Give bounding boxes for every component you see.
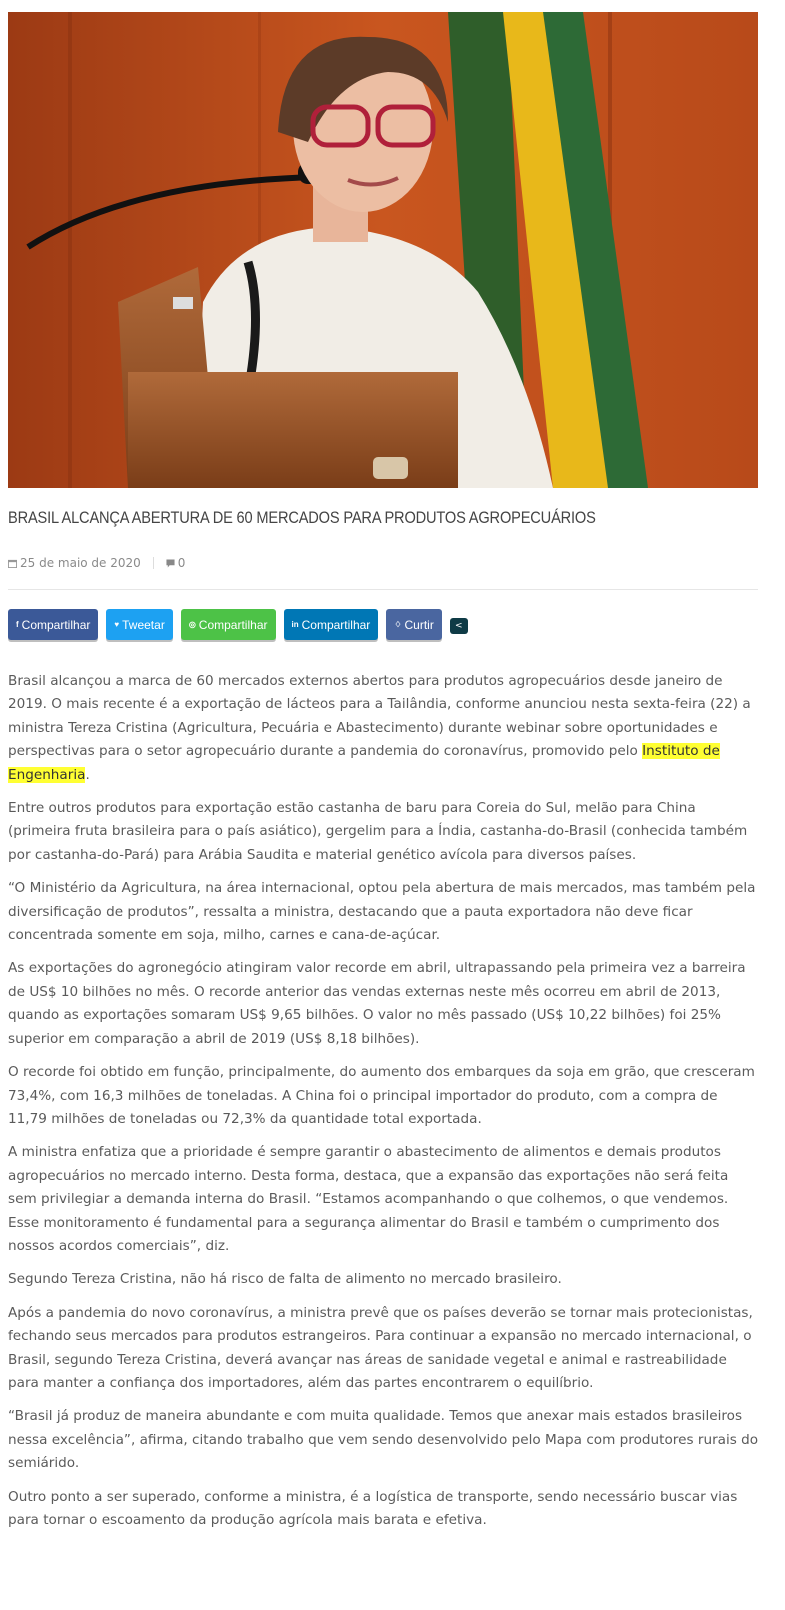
like-button[interactable] [386,609,442,640]
article-meta [8,554,185,572]
twitter-share-label: Tweetar [122,617,165,632]
paragraph: Após a pandemia do novo coronavírus, a ministra prevê que os países deverão se tornar mais protecionistas, fechando seus mercados para produtos estrangeiros. Para continuar a expansão no mercado internacional, o Brasil, segundo Tereza Cristina, deverá avançar nas áreas de sanidade vegetal e animal e rastreabilidade para manter a confiança dos importadores, além das partes encontrarem o equilíbrio. [8,1304,753,1391]
paragraph: Entre outros produtos para exportação estão castanha de baru para Coreia do Sul, melão para China (primeira fruta brasileira para o país asiático), gergelim para a Índia, castanha-do-Brasil (conhecida também por castanha-do-Pará) para Arábia Saudita e material genético avícola para diversos países. [8,800,748,863]
share-bar [8,609,468,640]
paragraph-text: Brasil alcançou a marca de 60 mercados externos abertos para produtos agropecuários desde janeiro de 2019. O mais recente é a exportação de lácteos para a Tailândia, conforme anunciou nesta sexta-feira (22) a ministra Tereza Cristina (Agricultura, Pecuária e Abastecimento) durante webinar sobre oportunidades e perspectivas para o setor agropecuário durante a pandemia do coronavírus, promovido pelo [8,673,751,760]
paragraph: Outro ponto a ser superado, conforme a ministra, é a logística de transporte, sendo necessário buscar vias para tornar o escoamento da produção agrícola mais barata e efetiva. [8,1488,738,1528]
like-label: Curtir [404,617,434,632]
paragraph [8,670,760,787]
facebook-icon: f [16,620,19,629]
paragraph: “O Ministério da Agricultura, na área internacional, optou pela abertura de mais mercados, mas também pela diversificação de produtos”, ressalta a ministra, destacando que a pauta exportadora não deve ficar concentrada somente em soja, milho, carnes e cana-de-açúcar. [8,880,756,944]
instituto-engenharia-link[interactable]: Instituto de Engenharia [8,743,720,783]
comment-icon[interactable] [166,559,175,568]
publish-date: 25 de maio de 2020 [20,556,141,570]
comment-count[interactable]: 0 [177,556,186,570]
meta-divider [153,557,154,569]
twitter-icon: ♥ [114,620,120,629]
paragraph: A ministra enfatiza que a prioridade é sempre garantir o abastecimento de alimentos e demais produtos agropecuários no mercado interno. Desta forma, destaca, que a expansão das exportações não será feita sem privilegiar a demanda interna do Brasil. “Estamos acompanhando o que colhemos, o que vendemos. Esse monitoramento é fundamental para a segurança alimentar do Brasil e também o cumprimento dos nossos acordos comerciais”, diz. [8,1144,729,1254]
paragraph: O recorde foi obtido em função, principalmente, do aumento dos embarques da soja em grão, que cresceram 73,4%, com 16,3 milhões de toneladas. A China foi o principal importador do produto, com a compra de 11,79 milhões de toneladas ou 72,3% da quantidade total exportada. [8,1064,755,1127]
facebook-share-label: Compartilhar [21,617,91,632]
meta-divider-line [8,589,758,590]
paragraph-text: . [85,766,90,783]
facebook-share-button[interactable] [8,609,98,640]
linkedin-share-label: Compartilhar [301,617,371,632]
page-title: BRASIL ALCANÇA ABERTURA DE 60 MERCADOS PARA PRODUTOS AGROPECUÁRIOS [8,508,596,527]
more-share-button[interactable] [450,618,468,634]
twitter-share-button[interactable] [106,609,172,640]
whatsapp-share-button[interactable] [181,609,276,640]
paragraph: Segundo Tereza Cristina, não há risco de falta de alimento no mercado brasileiro. [8,1271,562,1288]
paragraph: “Brasil já produz de maneira abundante e com muita qualidade. Temos que anexar mais estados brasileiros nessa excelência”, afirma, citando trabalho que vem sendo desenvolvido pelo Mapa com produtores rurais do semiárido. [8,1408,759,1472]
article-body [8,670,760,1542]
like-icon: ♢ [394,620,402,629]
linkedin-share-button[interactable] [284,609,379,640]
hero-photo [8,12,758,488]
whatsapp-icon: ◎ [188,620,196,629]
linkedin-icon: in [291,620,299,629]
paragraph: As exportações do agronegócio atingiram valor recorde em abril, ultrapassando pela primeira vez a barreira de US$ 10 bilhões no mês. O recorde anterior das vendas externas neste mês ocorreu em abril de 2013, quando as exportações somaram US$ 9,65 bilhões. O valor no mês passado (US$ 10,22 bilhões) foi 25% superior em comparação a abril de 2019 (US$ 8,18 bilhões). [8,960,746,1047]
whatsapp-share-label: Compartilhar [198,617,268,632]
share-icon: < [455,621,463,631]
calendar-icon [8,559,17,568]
